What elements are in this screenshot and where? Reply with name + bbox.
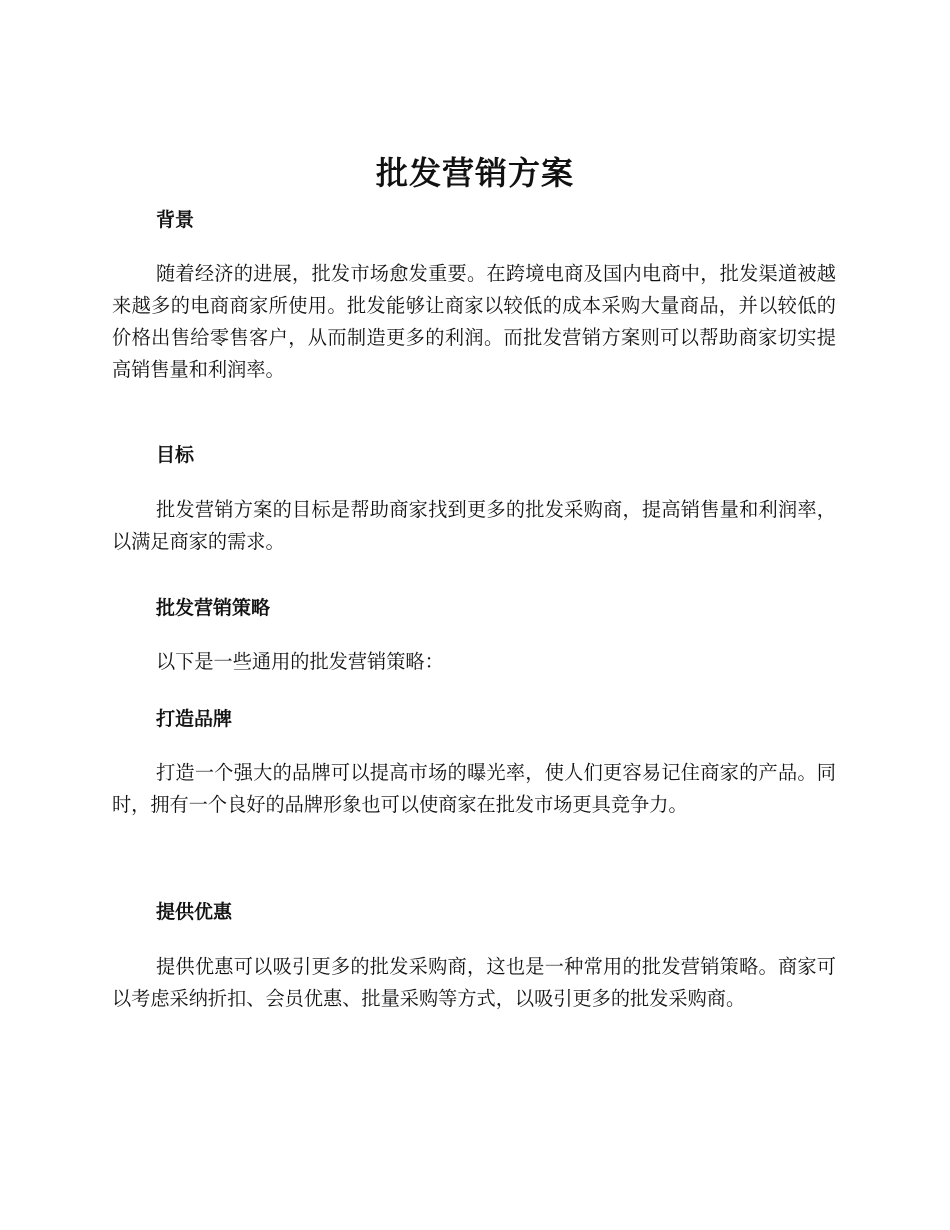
section-body-goal: 批发营销方案的目标是帮助商家找到更多的批发采购商，提高销售量和利润率，以满足商家的需求。 [112,498,836,553]
section-body-strategy: 以下是一些通用的批发营销策略： [156,650,444,673]
section-heading-discounts: 提供优惠 [156,901,233,923]
section-body-branding: 打造一个强大的品牌可以提高市场的曝光率，使人们更容易记住商家的产品。同时，拥有一个良好的品牌形象也可以使商家在批发市场更具竞争力。 [112,761,836,816]
document-title: 批发营销方案 [375,154,574,192]
section-body-discounts: 提供优惠可以吸引更多的批发采购商，这也是一种常用的批发营销策略。商家可以考虑采纳折扣、会员优惠、批量采购等方式，以吸引更多的批发采购商。 [112,955,836,1010]
section-heading-background: 背景 [156,209,195,231]
section-heading-goal: 目标 [156,444,195,466]
section-heading-strategy: 批发营销策略 [156,597,271,619]
section-body-background: 随着经济的进展，批发市场愈发重要。在跨境电商及国内电商中，批发渠道被越来越多的电商商家所使用。批发能够让商家以较低的成本采购大量商品，并以较低的价格出售给零售客户，从而制造更多的利润。而批发营销方案则可以帮助商家切实提高销售量和利润率。 [112,262,836,381]
section-heading-branding: 打造品牌 [156,708,233,730]
